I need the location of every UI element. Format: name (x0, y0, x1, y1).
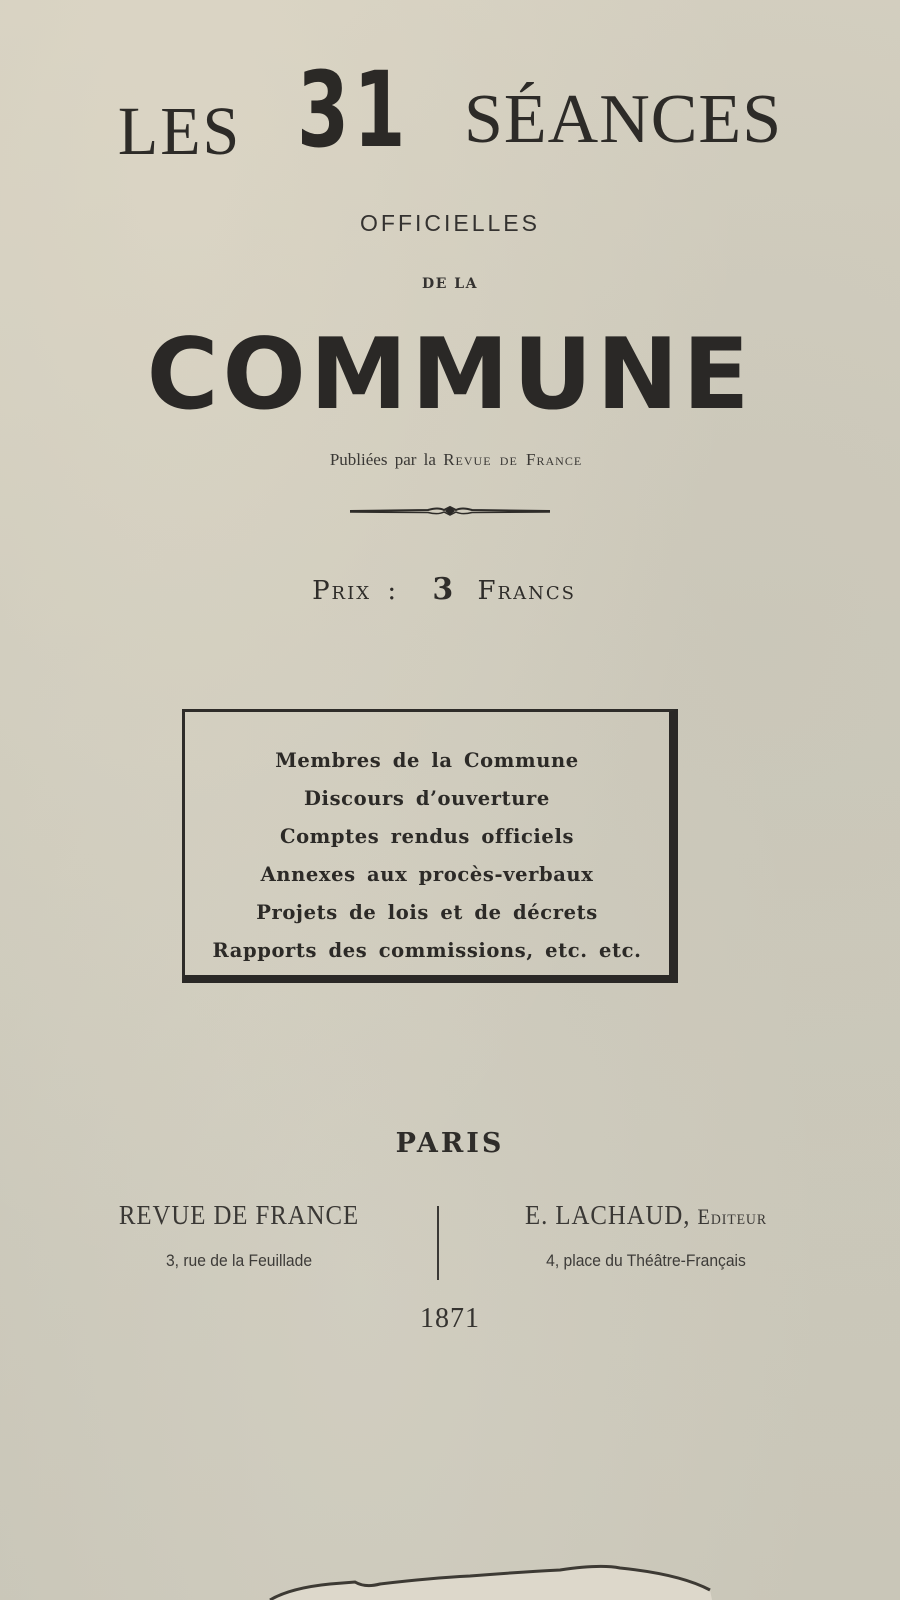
publisher-prefix: Publiées par (329, 450, 417, 469)
publisher-lachaud-name (480, 1200, 811, 1231)
publisher-revue-name: REVUE DE FRANCE (118, 1200, 360, 1230)
contents-list (185, 742, 669, 970)
price-label: Prix (312, 576, 372, 606)
contents-item: Annexes aux procès-verbaux (260, 863, 594, 886)
contents-box (182, 709, 678, 983)
contents-item: Rapports des commissions, etc. etc. (212, 939, 642, 962)
imprint (0, 1200, 900, 1290)
subtitle-de-la: DE LA (422, 276, 478, 292)
publisher-name: Revue de France (443, 450, 583, 469)
title-number: 31 (297, 49, 411, 171)
publisher-role: Editeur (697, 1204, 767, 1229)
contents-item: Discours d’ouverture (304, 787, 550, 810)
title-commune: COMMUNE (146, 318, 754, 432)
ornamental-rule-icon (0, 503, 900, 519)
imprint-left (80, 1200, 398, 1271)
title-les: LES (117, 92, 242, 170)
title-seances: SÉANCES (463, 80, 783, 158)
publisher-article: la (423, 450, 436, 469)
price-amount: 3 (432, 572, 456, 607)
publisher-revue-address: 3, rue de la Feuillade (165, 1251, 313, 1270)
price (0, 572, 900, 607)
price-currency: Francs (477, 576, 576, 606)
publisher-lachaud: E. LACHAUD, (525, 1200, 691, 1230)
contents-item: Projets de lois et de décrets (256, 901, 598, 924)
torn-edge-icon (0, 1560, 900, 1600)
subtitle-officielles: OFFICIELLES (360, 210, 540, 236)
imprint-divider (437, 1206, 439, 1280)
price-separator: : (387, 576, 399, 606)
publication-year: 1871 (420, 1303, 480, 1334)
publisher-lachaud-address: 4, place du Théâtre-Français (546, 1251, 746, 1270)
imprint-city: PARIS (395, 1128, 505, 1159)
contents-item: Comptes rendus officiels (279, 825, 575, 848)
imprint-right (466, 1200, 826, 1271)
contents-item: Membres de la Commune (275, 749, 579, 772)
publisher-line (12, 450, 900, 470)
main-title (0, 49, 900, 172)
